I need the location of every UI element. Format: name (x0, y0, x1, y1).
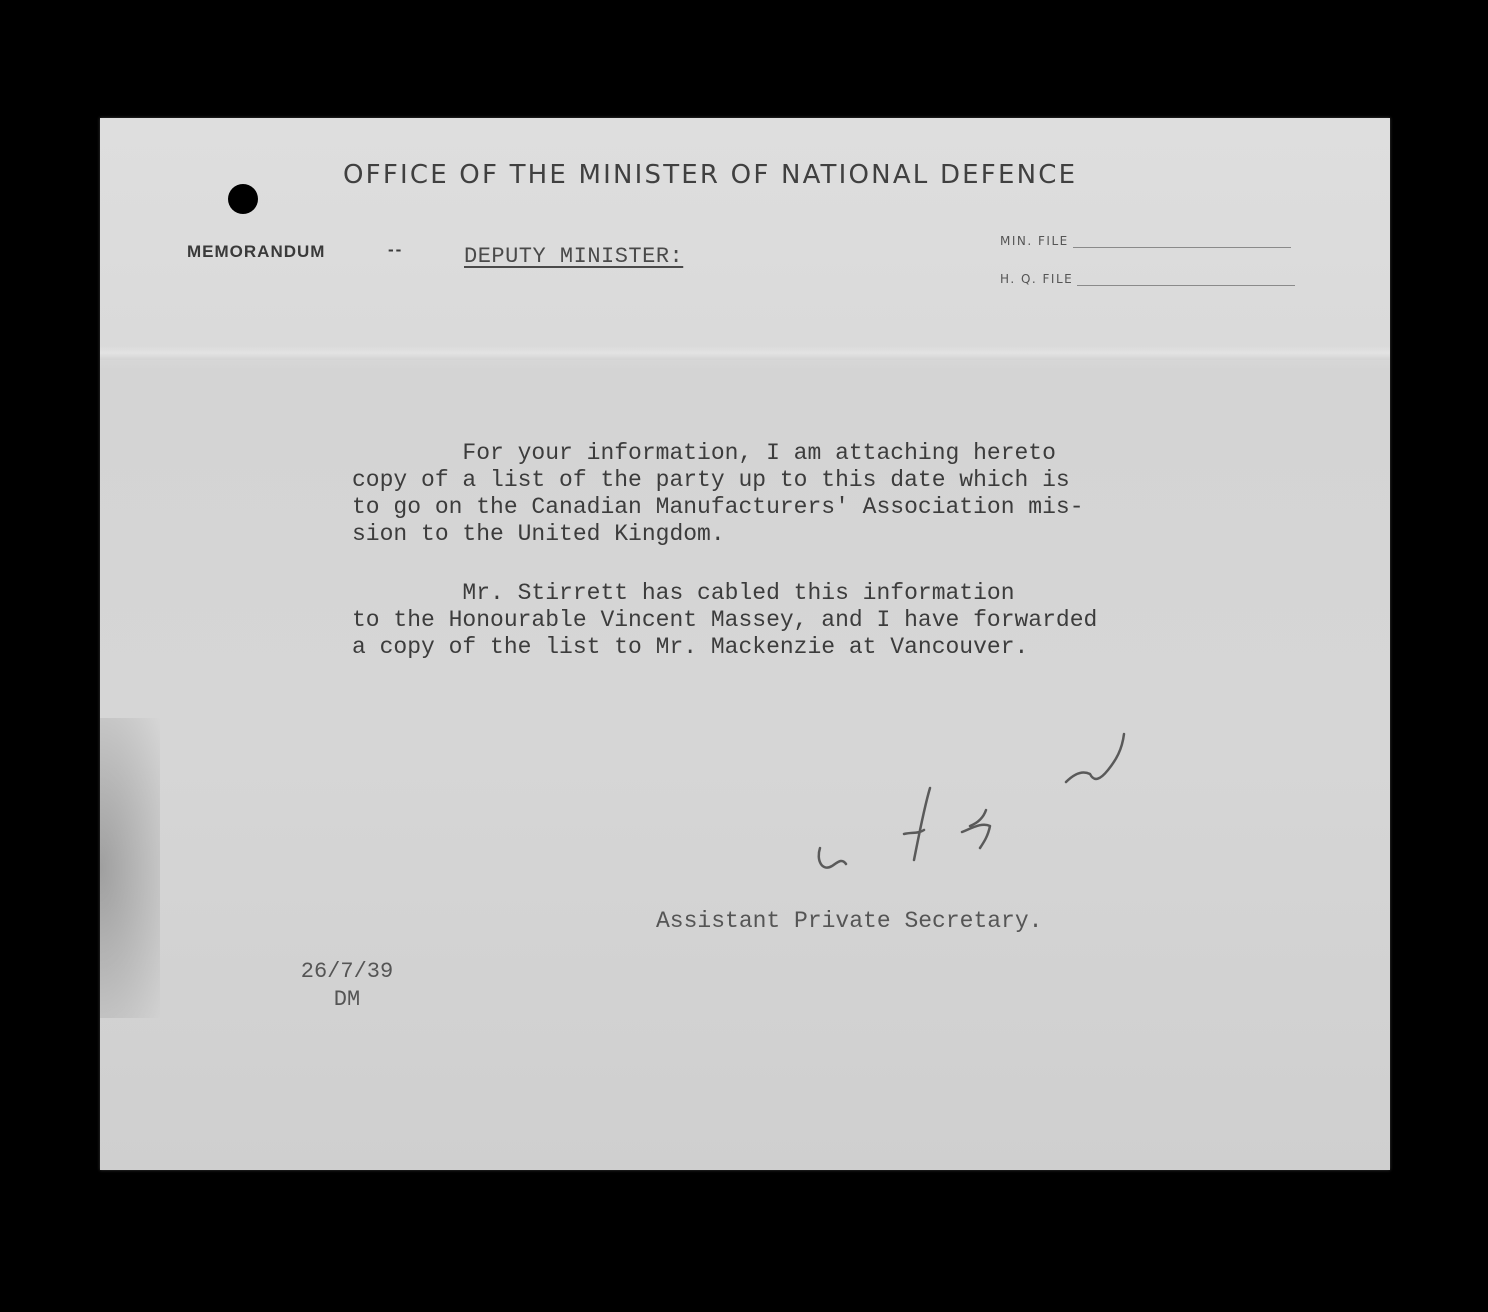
paper-fold (100, 346, 1390, 360)
memo-separator: -- (388, 240, 404, 259)
memo-date: 26/7/39 (300, 959, 394, 984)
scan-shadow (100, 718, 160, 1018)
memo-document (100, 118, 1390, 1170)
date-reference (282, 958, 412, 1014)
signature-title: Assistant Private Secretary. (656, 908, 1043, 934)
hq-file-label: H. Q. FILE (1000, 272, 1074, 286)
body-paragraph-1: For your information, I am attaching hereto copy of a list of the party up to this date which is to go on the Canadian Manufacturers' Association mis- sion to the United Kingdom. (352, 440, 1084, 547)
hq-file-field (1000, 272, 1295, 286)
handwritten-signature (812, 730, 1132, 880)
letterhead-title: OFFICE OF THE MINISTER OF NATIONAL DEFENCE (343, 160, 1078, 190)
punch-hole-icon (228, 184, 258, 214)
memo-label: MEMORANDUM (187, 242, 326, 261)
typist-initials: DM (333, 987, 361, 1012)
min-file-line (1073, 247, 1291, 248)
min-file-field (1000, 234, 1291, 248)
hq-file-line (1077, 285, 1295, 286)
min-file-label: MIN. FILE (1000, 234, 1069, 248)
body-paragraph-2: Mr. Stirrett has cabled this information to the Honourable Vincent Massey, and I have forwarded a copy of the list to Mr. Mackenzie at Vancouver. (352, 580, 1098, 660)
addressee: DEPUTY MINISTER: (464, 244, 684, 269)
